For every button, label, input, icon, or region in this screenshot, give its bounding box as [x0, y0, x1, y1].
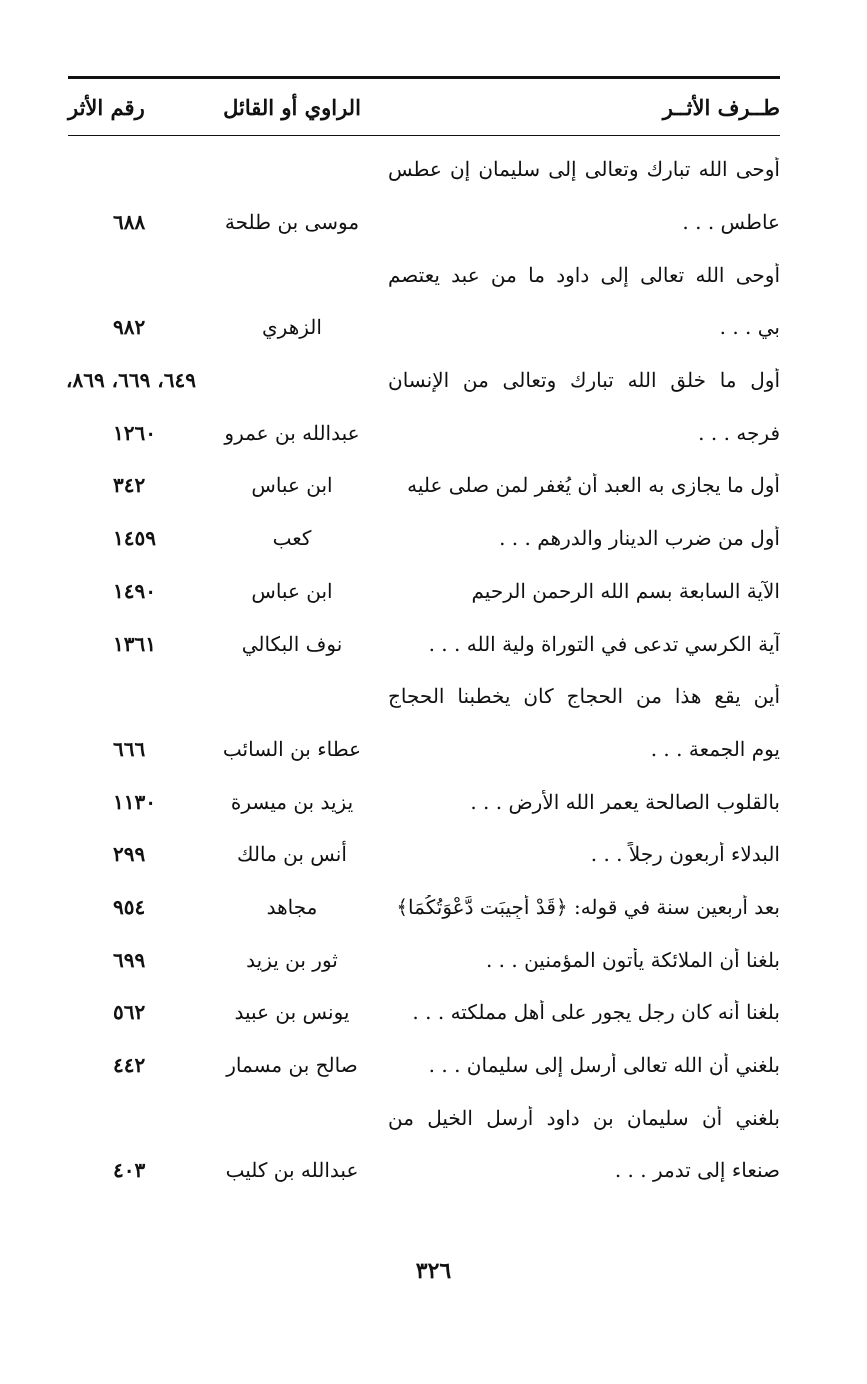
- athar-text: آية الكرسي تدعى في التوراة ولية الله . . .: [428, 631, 780, 656]
- narrator: مجاهد: [266, 894, 318, 919]
- athar-number: ١٤٥٩: [113, 526, 156, 551]
- table-row: [68, 933, 780, 986]
- narrator: يزيد بن ميسرة: [230, 789, 354, 814]
- athar-number: ٤٠٣: [113, 1158, 146, 1183]
- table-row: [68, 459, 780, 512]
- narrator: عطاء بن السائب: [222, 736, 362, 761]
- narrator: صالح بن مسمار: [226, 1053, 358, 1078]
- athar-number: ٩٥٤: [113, 894, 146, 919]
- table-row: [68, 1091, 780, 1144]
- athar-text: أوحى الله تعالى إلى داود ما من عبد يعتصم: [388, 262, 780, 287]
- narrator: كعب: [272, 526, 312, 551]
- narrator: ابن عباس: [251, 473, 333, 498]
- athar-number: ٥٦٢: [113, 1000, 146, 1025]
- athar-text: البدلاء أربعون رجلاً . . .: [590, 842, 780, 867]
- athar-number: ٩٨٢: [113, 315, 146, 340]
- index-table: [65, 76, 780, 1197]
- athar-text: بلغني أن سليمان بن داود أرسل الخيل من: [388, 1105, 780, 1130]
- athar-number: ١٢٦٠: [113, 420, 156, 445]
- table-row: [68, 301, 780, 354]
- athar-text: أين يقع هذا من الحجاج كان يخطبنا الحجاج: [388, 684, 780, 709]
- header-number-column: رقم الأثر: [68, 94, 145, 120]
- table-row: [68, 565, 780, 618]
- athar-number: ١٤٩٠: [113, 578, 156, 603]
- narrator: الزهري: [262, 315, 322, 340]
- table-row: [68, 775, 780, 828]
- athar-text: فرجه . . .: [698, 420, 780, 445]
- table-row: [68, 828, 780, 881]
- narrator: نوف البكالي: [241, 631, 343, 656]
- table-row: [68, 1144, 780, 1197]
- header-text-column: طــرف الأثــر: [662, 94, 780, 120]
- athar-text: بلغنا أن الملائكة يأتون المؤمنين . . .: [485, 947, 780, 972]
- athar-number: ٢٩٩: [113, 842, 146, 867]
- narrator: عبدالله بن كليب: [225, 1158, 359, 1183]
- athar-number: ٣٤٢: [113, 473, 146, 498]
- table-row: [68, 196, 780, 249]
- athar-number: ٦٦٦: [113, 736, 146, 761]
- narrator: يونس بن عبيد: [234, 1000, 350, 1025]
- athar-text: بلغنا أنه كان رجل يجور على أهل مملكته . . .: [412, 1000, 780, 1025]
- athar-text: أول ما خلق الله تبارك وتعالى من الإنسان: [388, 368, 780, 393]
- athar-number: ١٣٦١: [113, 631, 156, 656]
- athar-text: يوم الجمعة . . .: [650, 736, 780, 761]
- narrator: ثور بن يزيد: [246, 947, 338, 972]
- athar-number: ٤٤٢: [113, 1053, 146, 1078]
- athar-text: صنعاء إلى تدمر . . .: [614, 1158, 780, 1183]
- table-row: [68, 143, 780, 196]
- table-row: [68, 406, 780, 459]
- athar-number: ٦٩٩: [113, 947, 146, 972]
- athar-number: ٦٨٨: [113, 210, 146, 235]
- narrator: ابن عباس: [251, 578, 333, 603]
- table-header: [68, 79, 780, 135]
- table-body: [65, 136, 780, 1197]
- table-row: [68, 248, 780, 301]
- athar-text: الآية السابعة بسم الله الرحمن الرحيم: [471, 578, 780, 603]
- athar-text: عاطس . . .: [682, 210, 780, 235]
- athar-text: بلغني أن الله تعالى أرسل إلى سليمان . . .: [428, 1053, 780, 1078]
- athar-text: بالقلوب الصالحة يعمر الله الأرض . . .: [470, 789, 780, 814]
- narrator: عبدالله بن عمرو: [224, 420, 360, 445]
- table-row: [68, 1039, 780, 1092]
- athar-text: بي . . .: [719, 315, 780, 340]
- athar-text: بعد أربعين سنة في قوله: ﴿قَدْ أُجِيبَت دَّعْوَتُكُمَا﴾: [396, 894, 780, 919]
- table-row: [68, 881, 780, 934]
- table-row: [68, 723, 780, 776]
- table-row: [68, 512, 780, 565]
- athar-text: أول من ضرب الدينار والدرهم . . .: [499, 526, 780, 551]
- athar-number: ٦٤٩، ٦٦٩، ٨٦٩،: [65, 368, 196, 393]
- athar-text: أوحى الله تبارك وتعالى إلى سليمان إن عطس: [388, 157, 780, 182]
- table-row: [68, 617, 780, 670]
- table-row: [68, 986, 780, 1039]
- athar-number: ١١٣٠: [113, 789, 156, 814]
- table-row: [65, 354, 780, 407]
- athar-text: أول ما يجازى به العبد أن يُغفر لمن صلى عليه: [407, 473, 780, 498]
- header-narrator-column: الراوي أو القائل: [223, 94, 361, 120]
- table-row: [68, 670, 780, 723]
- page-number: ٣٢٦: [415, 1258, 452, 1284]
- narrator: أنس بن مالك: [237, 842, 347, 867]
- narrator: موسى بن طلحة: [224, 210, 360, 235]
